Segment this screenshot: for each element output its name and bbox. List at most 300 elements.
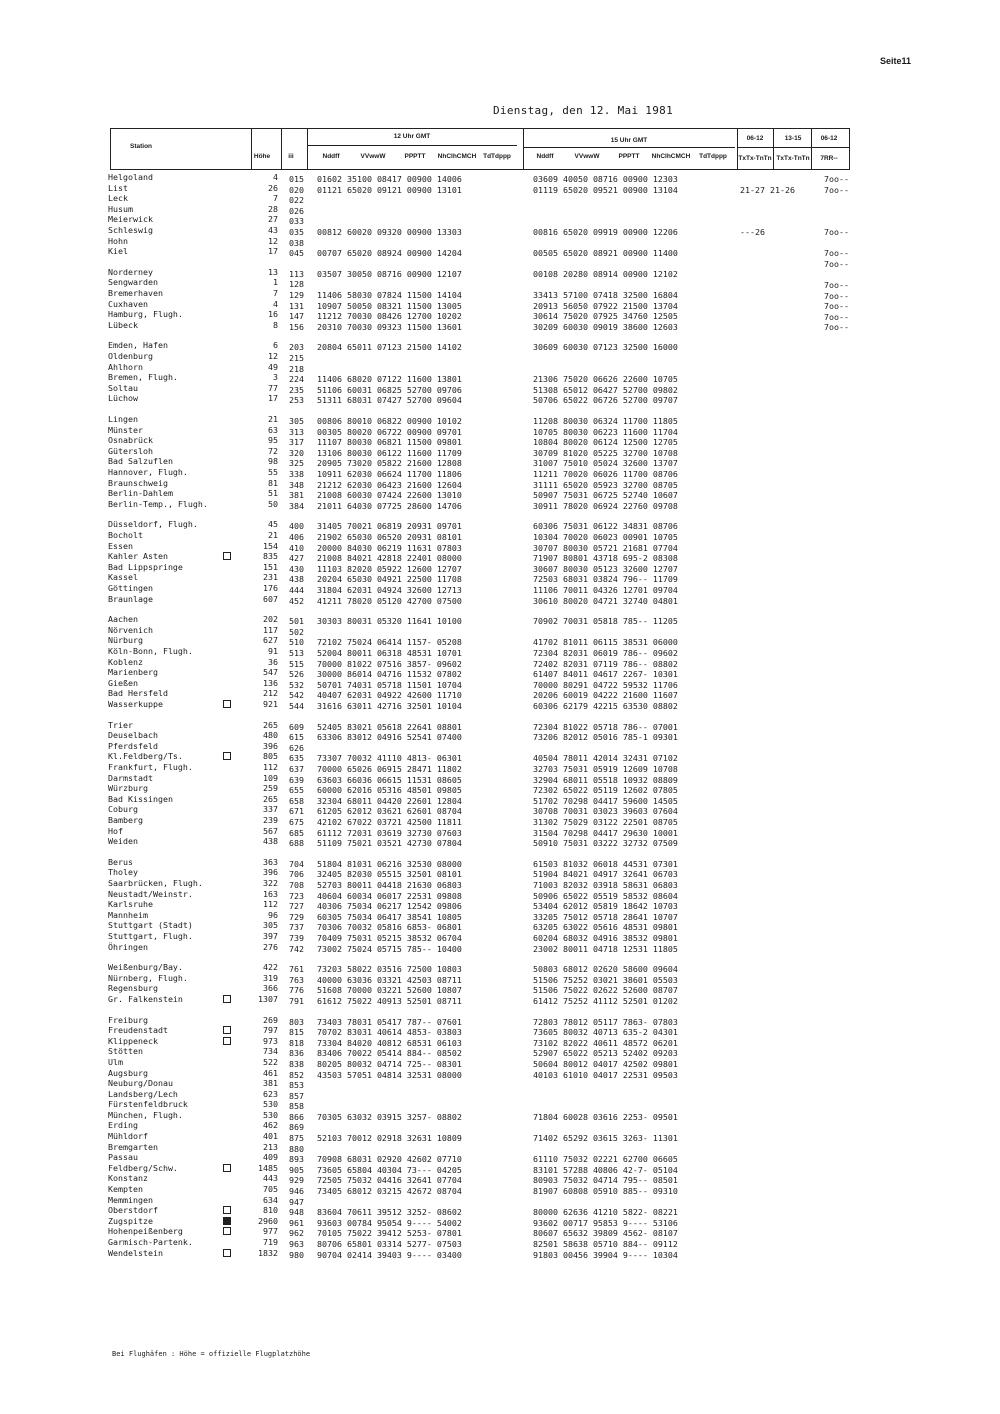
station-height: 265 xyxy=(263,719,278,730)
station-name: Freudenstadt xyxy=(108,1025,168,1036)
station-height: 112 xyxy=(263,761,278,772)
station-row xyxy=(108,646,278,657)
station-name: Konstanz xyxy=(108,1173,148,1184)
station-index: 444 xyxy=(289,584,304,595)
station-row xyxy=(108,899,278,910)
obs-12-gmt: 51608 70000 03221 52600 10807 xyxy=(317,985,462,996)
precip-group: 7oo-- xyxy=(824,174,849,184)
station-row xyxy=(108,193,278,204)
station-row xyxy=(108,1025,278,1036)
station-index: 980 xyxy=(289,1249,304,1260)
station-index: 675 xyxy=(289,816,304,827)
station-index: 381 xyxy=(289,490,304,501)
station-row xyxy=(108,920,278,931)
station-row xyxy=(108,1163,278,1174)
obs-12-gmt: 61612 75022 40913 52501 08711 xyxy=(317,995,462,1006)
station-index: 803 xyxy=(289,1016,304,1027)
obs-12-gmt: 21008 84021 42818 22401 08000 xyxy=(317,553,462,564)
obs-12-gmt: 31405 70021 06819 20931 09701 xyxy=(317,521,462,532)
table-row xyxy=(289,458,849,469)
station-name: Hof xyxy=(108,825,123,836)
obs-12-gmt: 72505 75032 04416 32641 07704 xyxy=(317,1175,462,1186)
station-block xyxy=(108,340,278,404)
obs-12-gmt: 11406 58030 07824 11500 14104 xyxy=(317,289,462,300)
obs-12-gmt: 20905 73020 05822 21600 12808 xyxy=(317,458,462,469)
station-height: 1307 xyxy=(258,993,278,1004)
station-row xyxy=(108,815,278,826)
table-row xyxy=(289,195,849,206)
table-row xyxy=(289,490,849,501)
station-height: 6 xyxy=(273,340,278,351)
station-index: 131 xyxy=(289,300,304,311)
station-name: Nörvenich xyxy=(108,624,153,635)
obs-12-gmt: 41211 78020 05120 42700 07500 xyxy=(317,595,462,606)
header-extra-sub1: TxTx-TnTn xyxy=(738,155,772,162)
station-name: Bremen, Flugh. xyxy=(108,372,178,383)
station-index: 948 xyxy=(289,1207,304,1218)
station-name: Pferdsfeld xyxy=(108,740,158,751)
obs-12-gmt: 01602 35100 08417 00900 14006 xyxy=(317,174,462,184)
station-height: 522 xyxy=(263,1056,278,1067)
station-height: 623 xyxy=(263,1088,278,1099)
station-height: 72 xyxy=(268,445,278,456)
station-height: 265 xyxy=(263,793,278,804)
obs-12-gmt: 50701 74031 05718 11501 10704 xyxy=(317,679,462,690)
station-name: Weiden xyxy=(108,836,138,847)
precip-group: 7oo-- xyxy=(824,290,849,301)
station-index: 384 xyxy=(289,500,304,511)
station-index: 637 xyxy=(289,763,304,774)
station-row xyxy=(108,667,278,678)
obs-15-gmt: 30609 60030 07123 32500 16000 xyxy=(533,342,678,353)
station-height: 409 xyxy=(263,1152,278,1163)
station-height: 96 xyxy=(268,909,278,920)
obs-15-gmt: 10705 80030 06223 11600 11704 xyxy=(533,426,678,437)
station-name: Lübeck xyxy=(108,319,138,330)
station-block xyxy=(108,720,278,847)
station-row xyxy=(108,467,278,478)
station-name: Essen xyxy=(108,540,133,551)
station-name: Bamberg xyxy=(108,814,143,825)
table-row xyxy=(289,521,849,532)
table-row xyxy=(289,869,849,880)
obs-15-gmt: 83101 57288 40806 42-7- 05104 xyxy=(533,1164,678,1175)
obs-12-gmt: 51106 60031 06825 52700 09706 xyxy=(317,384,462,395)
table-row xyxy=(289,238,849,249)
obs-12-gmt: 30000 86014 04716 11532 07802 xyxy=(317,669,462,680)
table-row xyxy=(289,501,849,512)
station-name: Regensburg xyxy=(108,983,158,994)
station-index: 929 xyxy=(289,1175,304,1186)
table-row xyxy=(289,933,849,944)
header-12-gmt: 12 Uhr GMT xyxy=(393,133,431,140)
obs-15-gmt: 70000 80291 04722 59532 11706 xyxy=(533,679,678,690)
station-name: Darmstadt xyxy=(108,772,153,783)
temp-range: 21-27 21-26 xyxy=(740,184,795,195)
station-index: 532 xyxy=(289,679,304,690)
obs-15-gmt: 00816 65020 09919 00900 12206 xyxy=(533,226,678,237)
station-name: Berus xyxy=(108,856,133,867)
obs-15-gmt: 11208 80030 06324 11700 11805 xyxy=(533,415,678,426)
table-row xyxy=(289,637,849,648)
station-index: 866 xyxy=(289,1111,304,1122)
obs-15-gmt: 01119 65020 09521 00900 13104 xyxy=(533,184,678,195)
table-row xyxy=(289,564,849,575)
obs-12-gmt: 21008 60030 07424 22600 13010 xyxy=(317,490,462,501)
station-index: 045 xyxy=(289,248,304,259)
station-height: 269 xyxy=(263,1014,278,1025)
obs-12-gmt: 51109 75021 03521 42730 07804 xyxy=(317,838,462,849)
station-index: 325 xyxy=(289,458,304,469)
station-row xyxy=(108,1057,278,1068)
station-height: 305 xyxy=(263,920,278,931)
header-12-col2: VVwwW xyxy=(360,153,386,160)
station-row xyxy=(108,1205,278,1216)
obs-15-gmt: 00505 65020 08921 00900 11400 xyxy=(533,248,678,259)
table-row xyxy=(289,1091,849,1102)
station-row xyxy=(108,857,278,868)
station-row xyxy=(108,614,278,625)
station-name: Wasserkuppe xyxy=(108,698,163,709)
station-height: 28 xyxy=(268,203,278,214)
station-name: Oldenburg xyxy=(108,350,153,361)
station-row xyxy=(108,1068,278,1079)
table-row xyxy=(289,1122,849,1133)
station-index: 430 xyxy=(289,563,304,574)
obs-15-gmt: 30911 78020 06924 22760 09708 xyxy=(533,500,678,511)
table-row xyxy=(289,1059,849,1070)
station-height: 322 xyxy=(263,877,278,888)
station-index: 348 xyxy=(289,479,304,490)
table-row xyxy=(289,269,849,280)
station-name: Lingen xyxy=(108,413,138,424)
station-name: Gütersloh xyxy=(108,445,153,456)
station-index: 609 xyxy=(289,721,304,732)
table-row xyxy=(289,574,849,585)
station-row xyxy=(108,1120,278,1131)
station-row xyxy=(108,804,278,815)
obs-15-gmt: 00108 20280 08914 00900 12102 xyxy=(533,268,678,279)
obs-15-gmt: 32703 75031 05919 12609 10708 xyxy=(533,763,678,774)
obs-15-gmt: 21306 75020 06626 22600 10705 xyxy=(533,374,678,385)
obs-15-gmt: 82501 58638 05710 884-- 09112 xyxy=(533,1239,678,1249)
obs-15-gmt: 61503 81032 06018 44531 07301 xyxy=(533,858,678,869)
station-height: 8 xyxy=(273,319,278,330)
station-height: 797 xyxy=(263,1025,278,1036)
obs-12-gmt: 01121 65020 09121 00900 13101 xyxy=(317,184,462,195)
table-row xyxy=(289,1250,849,1261)
obs-12-gmt: 11406 68020 07122 11600 13801 xyxy=(317,374,462,385)
table-row xyxy=(289,1197,849,1208)
table-row xyxy=(289,880,849,891)
station-index: 038 xyxy=(289,237,304,248)
station-height: 921 xyxy=(263,698,278,709)
station-height: 26 xyxy=(268,182,278,193)
station-name: Helgoland xyxy=(108,172,153,182)
data-block xyxy=(289,521,849,606)
station-height: 7 xyxy=(273,287,278,298)
station-row xyxy=(108,236,278,247)
table-row xyxy=(289,732,849,743)
obs-12-gmt: 72102 75024 06414 1157- 05208 xyxy=(317,637,462,648)
station-row xyxy=(108,730,278,741)
table-row xyxy=(289,1165,849,1176)
station-height: 45 xyxy=(268,519,278,530)
station-name: Lüchow xyxy=(108,393,138,404)
station-row xyxy=(108,478,278,489)
station-name: Weißenburg/Bay. xyxy=(108,962,183,973)
obs-12-gmt: 40604 60034 06017 22531 09808 xyxy=(317,890,462,901)
station-index: 893 xyxy=(289,1154,304,1165)
obs-12-gmt: 52004 80011 06318 48531 10701 xyxy=(317,647,462,658)
station-index: 224 xyxy=(289,374,304,385)
obs-12-gmt: 21902 65030 06520 20931 08101 xyxy=(317,531,462,542)
station-index: 026 xyxy=(289,205,304,216)
station-name: Neustadt/Weinstr. xyxy=(108,888,193,899)
obs-12-gmt: 80205 80032 04714 725-- 08301 xyxy=(317,1058,462,1069)
table-row xyxy=(289,796,849,807)
station-height: 213 xyxy=(263,1141,278,1152)
table-row xyxy=(289,1239,849,1250)
station-name: Husum xyxy=(108,203,133,214)
obs-15-gmt: 70902 70031 05818 785-- 11205 xyxy=(533,616,678,627)
station-name: Passau xyxy=(108,1152,138,1163)
station-row xyxy=(108,889,278,900)
station-row xyxy=(108,320,278,331)
table-row xyxy=(289,353,849,364)
station-height: 567 xyxy=(263,825,278,836)
table-row xyxy=(289,448,849,459)
station-index: 869 xyxy=(289,1122,304,1133)
station-row xyxy=(108,1226,278,1237)
precip-group: 7oo-- xyxy=(824,311,849,322)
obs-15-gmt: 30610 80020 04721 32740 04801 xyxy=(533,595,678,606)
station-row xyxy=(108,204,278,215)
header-12-col4: NhClhCMCH xyxy=(437,153,477,160)
obs-15-gmt: 33413 57100 07418 32500 16804 xyxy=(533,289,678,300)
station-height: 154 xyxy=(263,540,278,551)
station-index: 742 xyxy=(289,943,304,954)
station-name: Gießen xyxy=(108,677,138,688)
station-name: Klippeneck xyxy=(108,1035,158,1046)
station-name: Kiel xyxy=(108,246,128,257)
table-row xyxy=(289,206,849,217)
station-row xyxy=(108,435,278,446)
station-name: Bad Lippspringe xyxy=(108,561,183,572)
table-row xyxy=(289,1207,849,1218)
station-row xyxy=(108,688,278,699)
station-height: 176 xyxy=(263,582,278,593)
station-name: Sengwarden xyxy=(108,277,158,288)
obs-15-gmt: 30707 80030 05721 21681 07704 xyxy=(533,542,678,553)
obs-12-gmt: 70702 83031 40614 4853- 03803 xyxy=(317,1027,462,1038)
station-height: 810 xyxy=(263,1205,278,1216)
obs-12-gmt: 73203 58022 03516 72500 10803 xyxy=(317,964,462,975)
station-index: 671 xyxy=(289,806,304,817)
table-row xyxy=(289,1144,849,1155)
obs-12-gmt: 73304 84020 40812 68531 06103 xyxy=(317,1037,462,1048)
station-height: 109 xyxy=(263,772,278,783)
mountain-station-marker-icon xyxy=(223,1206,231,1214)
table-row xyxy=(289,806,849,817)
obs-12-gmt: 83604 70611 39512 3252- 08602 xyxy=(317,1207,462,1218)
obs-15-gmt: 11106 70011 04326 12701 09704 xyxy=(533,584,678,595)
table-row xyxy=(289,1101,849,1112)
header-12-col3: PPPTT xyxy=(404,153,426,160)
station-height: 98 xyxy=(268,456,278,467)
station-index: 626 xyxy=(289,742,304,753)
station-name: Köln-Bonn, Flugh. xyxy=(108,645,193,656)
station-row xyxy=(108,456,278,467)
station-height: 438 xyxy=(263,836,278,847)
obs-12-gmt: 93603 00784 95054 9---- 54002 xyxy=(317,1217,462,1228)
station-index: 215 xyxy=(289,352,304,363)
obs-15-gmt: 10804 80020 06124 12500 12705 xyxy=(533,437,678,448)
station-index: 022 xyxy=(289,195,304,206)
table-row xyxy=(289,1080,849,1091)
station-index: 452 xyxy=(289,595,304,606)
station-index: 235 xyxy=(289,384,304,395)
station-row xyxy=(108,1173,278,1184)
station-index: 317 xyxy=(289,437,304,448)
station-row xyxy=(108,172,278,183)
station-row xyxy=(108,994,278,1005)
station-row xyxy=(108,794,278,805)
data-block xyxy=(289,416,849,511)
station-height: 12 xyxy=(268,350,278,361)
obs-12-gmt: 21011 64030 07725 28600 14706 xyxy=(317,500,462,511)
station-name: Saarbrücken, Flugh. xyxy=(108,877,203,888)
station-name: Aachen xyxy=(108,614,138,625)
station-height: 259 xyxy=(263,783,278,794)
station-row xyxy=(108,1099,278,1110)
station-name: München, Flugh. xyxy=(108,1109,183,1120)
obs-15-gmt: 33205 75012 05718 28641 10707 xyxy=(533,911,678,922)
obs-12-gmt: 20804 65011 07123 21500 14102 xyxy=(317,342,462,353)
station-height: 91 xyxy=(268,645,278,656)
obs-15-gmt: 71402 65292 03615 3263- 11301 xyxy=(533,1133,678,1144)
station-row xyxy=(108,1131,278,1142)
table-row xyxy=(289,1070,849,1081)
obs-12-gmt: 90704 02414 39403 9---- 03400 xyxy=(317,1249,462,1260)
footnote: Bei Flughäfen : Höhe = offizielle Flugplatzhöhe xyxy=(112,1350,311,1358)
station-height: 397 xyxy=(263,930,278,941)
obs-15-gmt: 60306 62179 42215 63530 08802 xyxy=(533,700,678,711)
obs-12-gmt: 40306 75034 06217 12542 09806 xyxy=(317,901,462,912)
table-row xyxy=(289,901,849,912)
station-name: Karlsruhe xyxy=(108,899,153,910)
obs-15-gmt: 30614 75020 07925 34760 12505 xyxy=(533,311,678,322)
data-block xyxy=(289,964,849,1006)
obs-15-gmt: 71003 82032 03918 58631 06803 xyxy=(533,879,678,890)
obs-12-gmt: 20000 84030 06219 11631 07803 xyxy=(317,542,462,553)
station-index: 818 xyxy=(289,1037,304,1048)
data-block xyxy=(289,616,849,711)
station-height: 530 xyxy=(263,1099,278,1110)
station-index: 635 xyxy=(289,753,304,764)
table-row xyxy=(289,616,849,627)
obs-12-gmt: 73605 65804 40304 73--- 04205 xyxy=(317,1164,462,1175)
station-name: Landsberg/Lech xyxy=(108,1088,178,1099)
station-row xyxy=(108,826,278,837)
obs-12-gmt: 20310 70030 09323 11500 13601 xyxy=(317,321,462,332)
station-name: Öhringen xyxy=(108,941,148,952)
mountain-station-marker-icon xyxy=(223,1227,231,1235)
obs-15-gmt: 61412 75252 41112 52501 01202 xyxy=(533,995,678,1006)
station-height: 212 xyxy=(263,688,278,699)
extra-row xyxy=(740,301,890,312)
station-index: 305 xyxy=(289,415,304,426)
table-row xyxy=(289,690,849,701)
station-index: 218 xyxy=(289,363,304,374)
station-row xyxy=(108,267,278,278)
station-name: Braunschweig xyxy=(108,477,168,488)
station-name: Garmisch-Partenk. xyxy=(108,1237,193,1247)
station-name: Erding xyxy=(108,1120,138,1131)
station-index: 427 xyxy=(289,553,304,564)
table-row xyxy=(289,912,849,923)
table-row xyxy=(289,859,849,870)
station-name: Emden, Hafen xyxy=(108,340,168,351)
extra-row xyxy=(740,174,890,185)
table-row xyxy=(289,828,849,839)
station-height: 55 xyxy=(268,466,278,477)
obs-15-gmt: 31504 70298 04417 29630 10001 xyxy=(533,827,678,838)
table-row xyxy=(289,627,849,638)
obs-12-gmt: 60305 75034 06417 38541 10805 xyxy=(317,911,462,922)
obs-12-gmt: 31616 63011 42716 32501 10104 xyxy=(317,700,462,711)
data-block xyxy=(289,1017,849,1261)
station-row xyxy=(108,530,278,541)
header-15-col2: VVwwW xyxy=(574,153,600,160)
station-row xyxy=(108,741,278,752)
station-height: 835 xyxy=(263,551,278,562)
obs-12-gmt: 60000 62016 05316 48501 09805 xyxy=(317,785,462,796)
obs-12-gmt: 52103 70012 02918 32631 10809 xyxy=(317,1133,462,1144)
obs-12-gmt: 20204 65030 04921 22500 11708 xyxy=(317,574,462,585)
obs-15-gmt: 71907 80801 43718 695-2 08308 xyxy=(533,553,678,564)
station-height: 77 xyxy=(268,382,278,393)
station-name: Nürburg xyxy=(108,635,143,646)
table-header xyxy=(110,128,850,170)
obs-15-gmt: 53404 62012 05819 18642 10703 xyxy=(533,901,678,912)
station-height: 607 xyxy=(263,593,278,604)
station-index: 776 xyxy=(289,985,304,996)
station-row xyxy=(108,720,278,731)
obs-15-gmt: 30209 60030 09019 38600 12603 xyxy=(533,321,678,332)
table-row xyxy=(289,216,849,227)
obs-15-gmt: 72304 81022 05718 786-- 07001 xyxy=(533,721,678,732)
station-height: 381 xyxy=(263,1078,278,1089)
table-row xyxy=(289,659,849,670)
table-row xyxy=(289,922,849,933)
station-height: 462 xyxy=(263,1120,278,1131)
station-row xyxy=(108,488,278,499)
obs-15-gmt: 20913 56050 07922 21500 13704 xyxy=(533,300,678,311)
table-row xyxy=(289,891,849,902)
obs-12-gmt: 70000 81022 07516 3857- 09602 xyxy=(317,658,462,669)
station-block xyxy=(108,962,278,1004)
obs-12-gmt: 70409 75031 05215 38532 06704 xyxy=(317,932,462,943)
obs-15-gmt: 50803 68012 02620 58600 09604 xyxy=(533,964,678,975)
obs-12-gmt: 00812 60020 09320 00900 13303 xyxy=(317,226,462,237)
table-row xyxy=(289,416,849,427)
obs-15-gmt: 72302 65022 05119 12602 07805 xyxy=(533,785,678,796)
station-row xyxy=(108,962,278,973)
station-index: 501 xyxy=(289,616,304,627)
station-name: Ulm xyxy=(108,1056,123,1067)
obs-15-gmt: 51904 84021 04917 32641 06703 xyxy=(533,869,678,880)
